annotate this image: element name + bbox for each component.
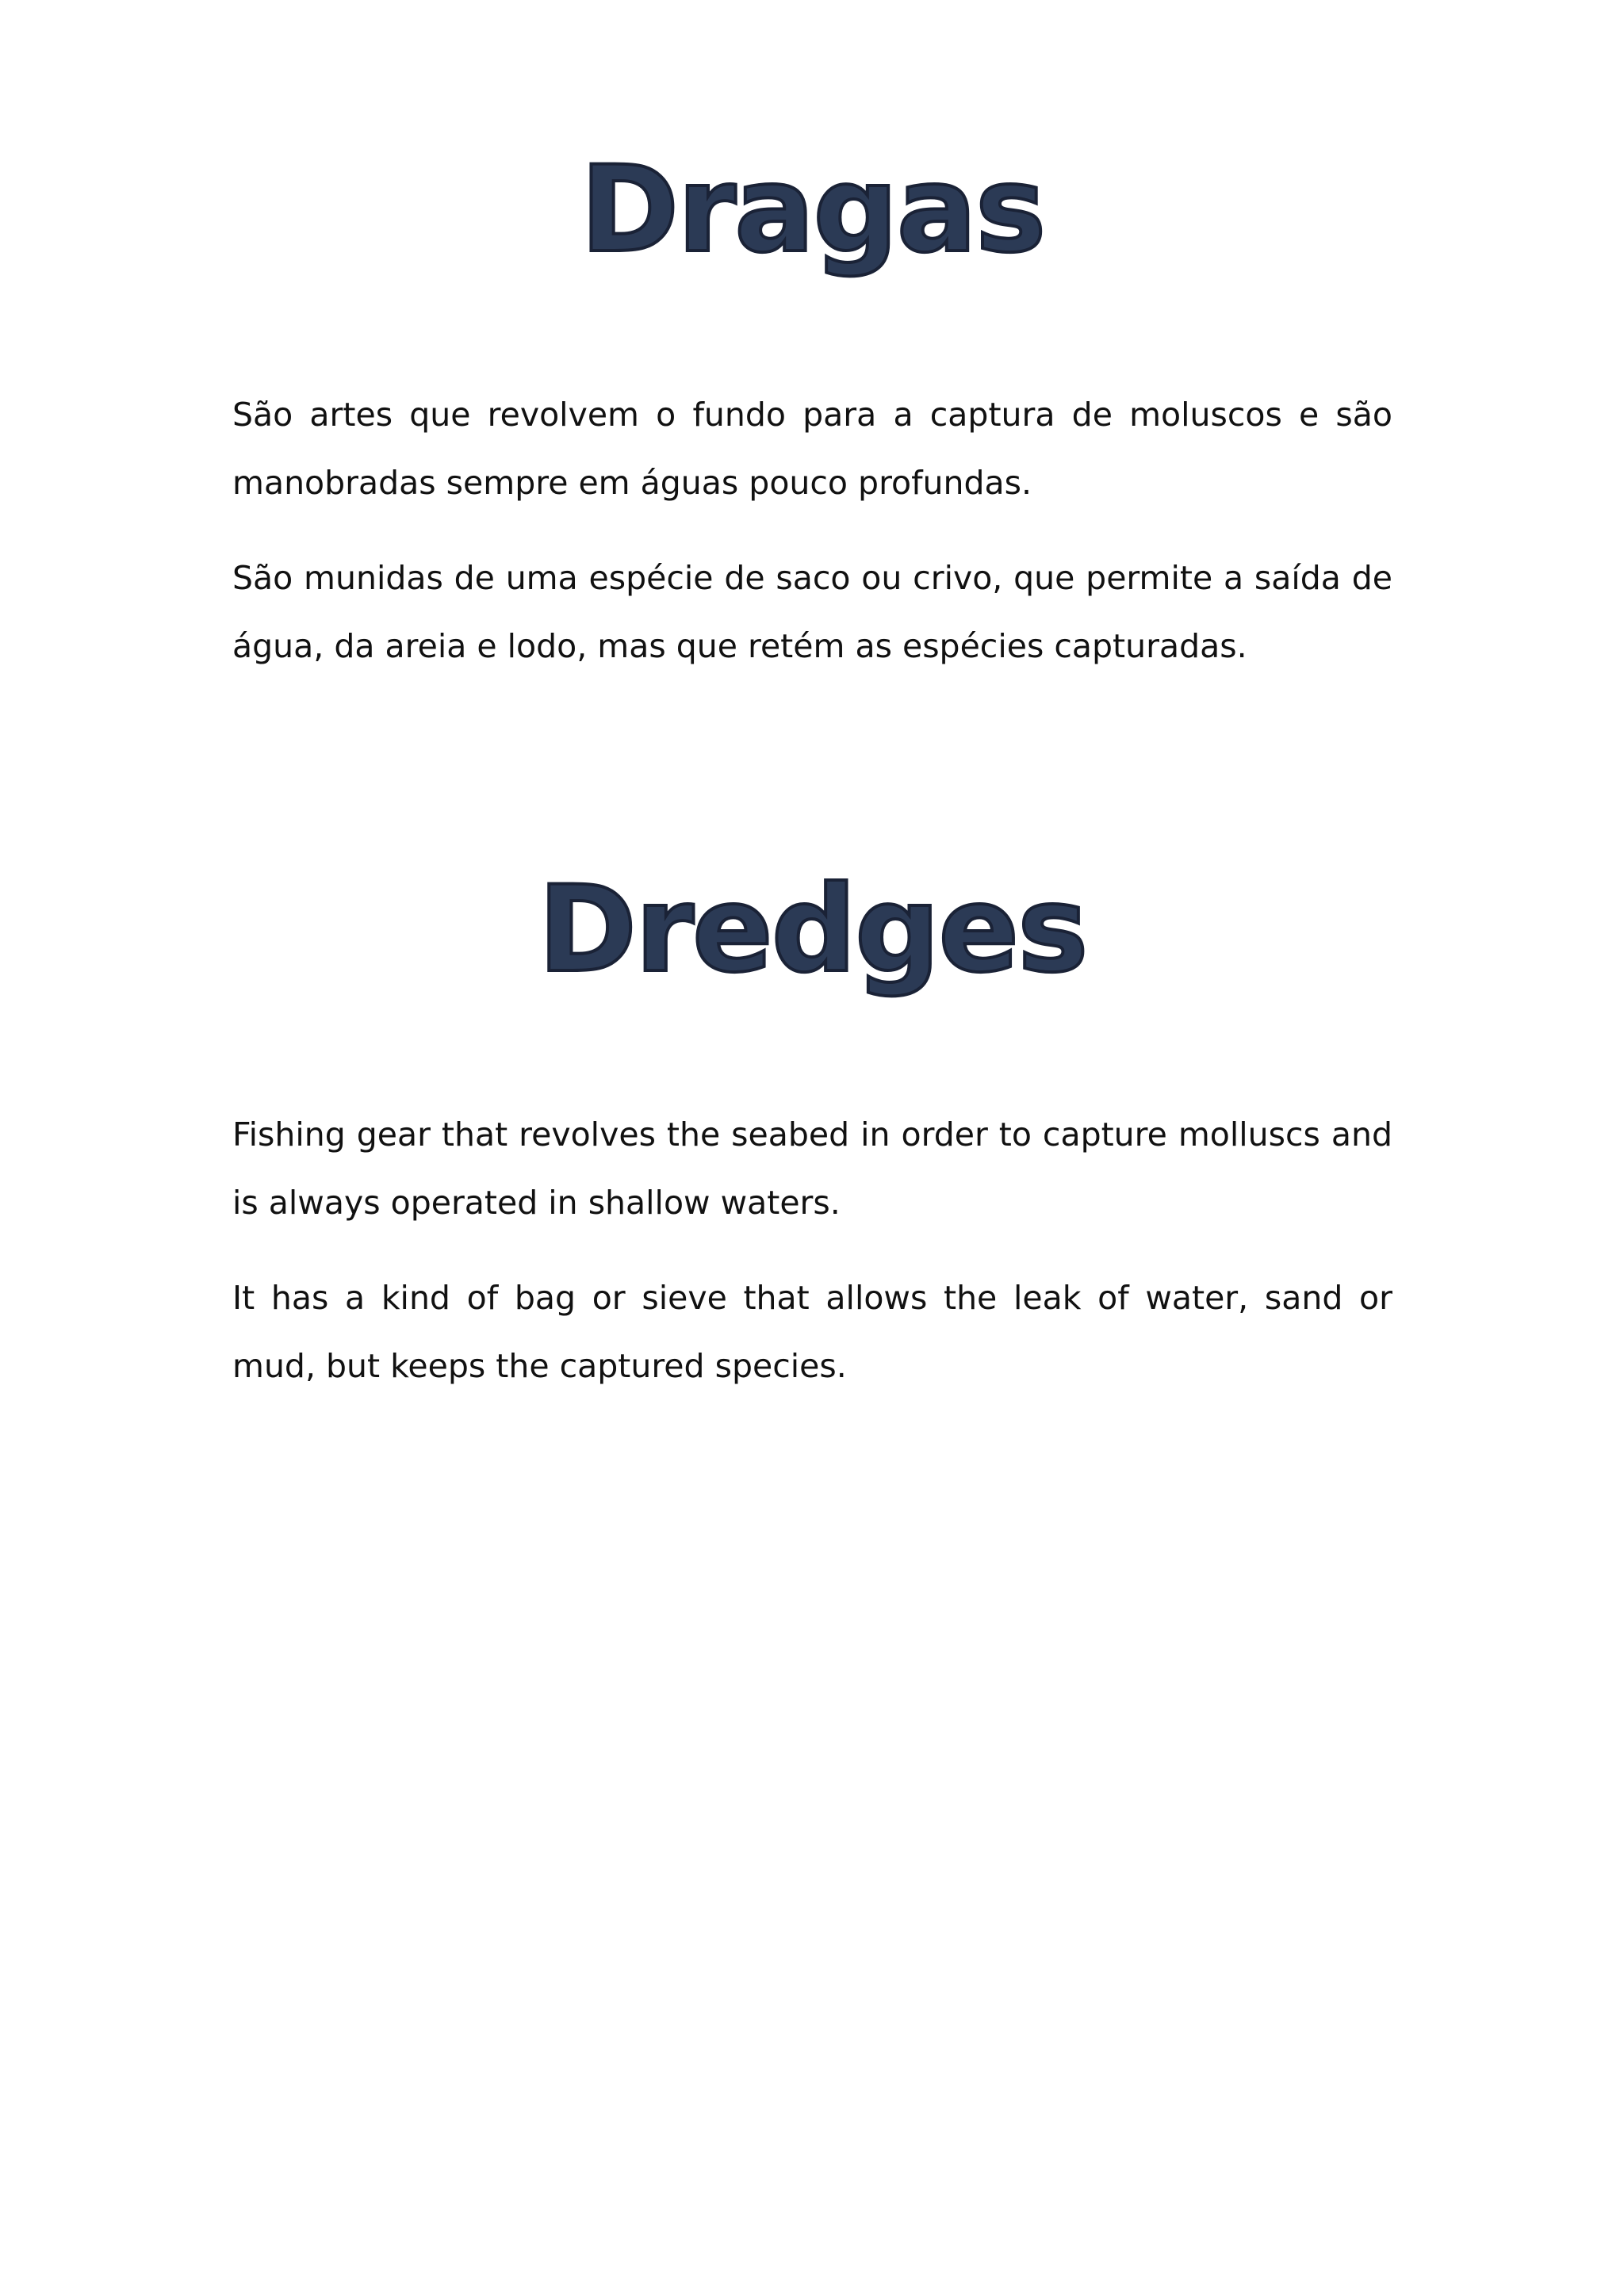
portuguese-paragraph-2: São munidas de uma espécie de saco ou crivo, que permite a saída de água, da areia e lodo, mas que retém as espécies capturadas. xyxy=(232,559,1392,665)
english-paragraph-1: Fishing gear that revolves the seabed in order to capture molluscs and is always operated in shallow waters. xyxy=(232,1115,1392,1222)
portuguese-section xyxy=(232,139,1392,707)
english-section xyxy=(232,859,1392,1427)
english-body xyxy=(232,1100,1392,1400)
portuguese-paragraph-1: São artes que revolvem o fundo para a captura de moluscos e são manobradas sempre em águas pouco profundas. xyxy=(232,396,1392,502)
english-title: Dredges xyxy=(538,861,1087,999)
portuguese-body xyxy=(232,381,1392,680)
english-paragraph-2: It has a kind of bag or sieve that allows the leak of water, sand or mud, but keeps the captured species. xyxy=(232,1279,1392,1385)
portuguese-title: Dragas xyxy=(580,141,1045,279)
